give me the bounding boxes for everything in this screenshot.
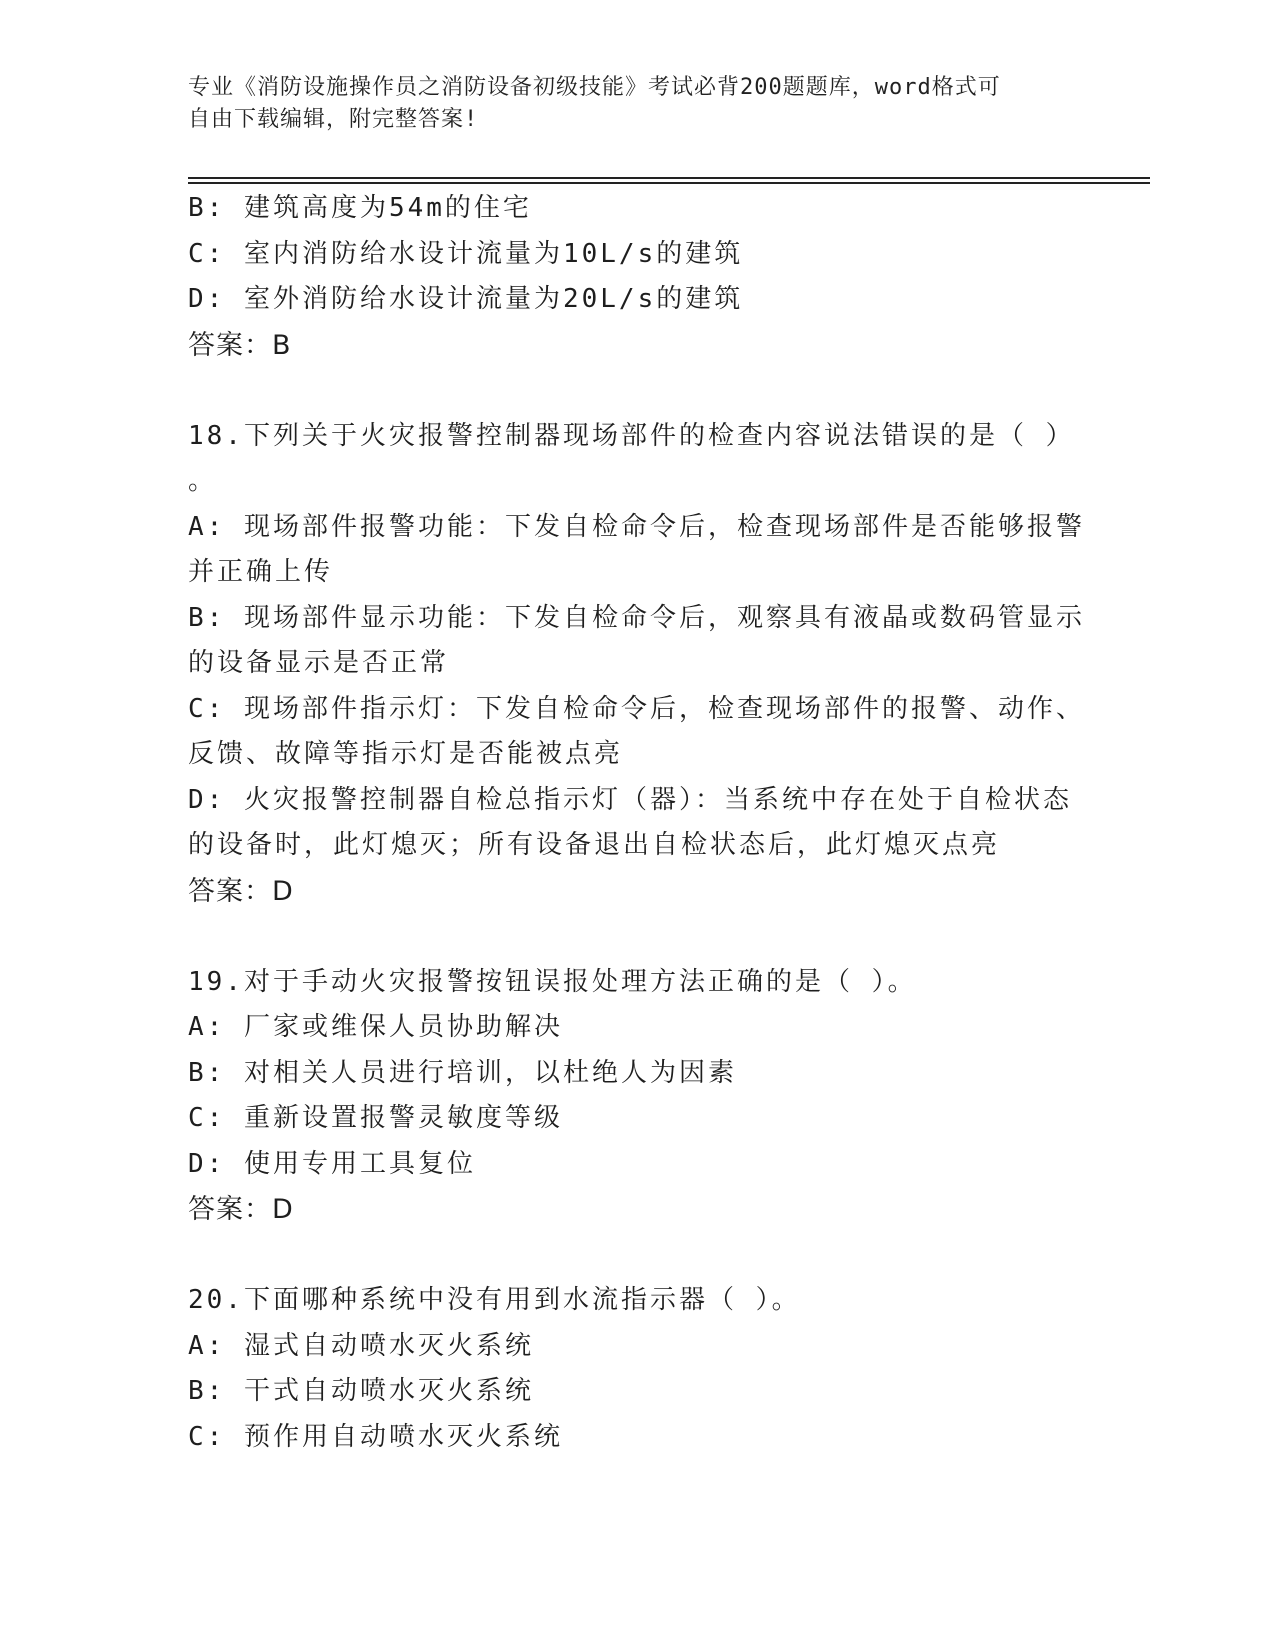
option-c: C: 现场部件指示灯：下发自检命令后，检查现场部件的报警、动作、 [188, 693, 1085, 724]
question-18 [188, 414, 1088, 915]
header-line-2: 自由下载编辑，附完整答案! [188, 107, 479, 132]
option-d: D: 使用专用工具复位 [188, 1148, 476, 1179]
header-divider-bottom [188, 182, 1150, 184]
option-c-continued: 反馈、故障等指示灯是否能被点亮 [188, 739, 624, 769]
question-17-tail [188, 186, 1088, 368]
option-a: A: 厂家或维保人员协助解决 [188, 1012, 563, 1042]
option-d: D: 室外消防给水设计流量为20L/s的建筑 [188, 284, 744, 314]
spacer [188, 1233, 1088, 1279]
question-list [188, 186, 1088, 1460]
answer: 答案：B [188, 329, 292, 361]
spacer [188, 368, 1088, 414]
header-line-1: 专业《消防设施操作员之消防设备初级技能》考试必背200题题库，word格式可 [188, 75, 1001, 100]
option-a-continued: 并正确上传 [188, 557, 334, 587]
option-b: B: 现场部件显示功能：下发自检命令后，观察具有液晶或数码管显示 [188, 602, 1085, 633]
option-b: B: 建筑高度为54m的住宅 [188, 193, 532, 223]
header-divider-top [188, 177, 1150, 179]
question-19 [188, 960, 1088, 1233]
spacer [188, 914, 1088, 960]
question-stem: 18.下列关于火灾报警控制器现场部件的检查内容说法错误的是（ ） [188, 420, 1075, 451]
answer: 答案：D [188, 1194, 294, 1225]
option-a: A: 湿式自动喷水灭火系统 [188, 1330, 534, 1361]
option-c: C: 预作用自动喷水灭火系统 [188, 1421, 563, 1452]
option-c: C: 室内消防给水设计流量为10L/s的建筑 [188, 238, 744, 269]
option-c: C: 重新设置报警灵敏度等级 [188, 1103, 563, 1133]
question-stem: 19.对于手动火灾报警按钮误报处理方法正确的是（ ）。 [188, 966, 917, 997]
option-b: B: 干式自动喷水灭火系统 [188, 1376, 534, 1406]
answer: 答案：D [188, 875, 294, 907]
question-stem: 20.下面哪种系统中没有用到水流指示器（ ）。 [188, 1285, 801, 1315]
option-d-continued: 的设备时，此灯熄灭；所有设备退出自检状态后，此灯熄灭点亮 [188, 830, 1001, 860]
option-b-continued: 的设备显示是否正常 [188, 648, 450, 678]
document-header [188, 72, 1088, 136]
question-20 [188, 1278, 1088, 1460]
question-stem-continued: 。 [188, 466, 218, 496]
option-b: B: 对相关人员进行培训，以杜绝人为因素 [188, 1057, 737, 1088]
option-d: D: 火灾报警控制器自检总指示灯（器）：当系统中存在处于自检状态 [188, 784, 1072, 815]
option-a: A: 现场部件报警功能：下发自检命令后，检查现场部件是否能够报警 [188, 511, 1085, 542]
